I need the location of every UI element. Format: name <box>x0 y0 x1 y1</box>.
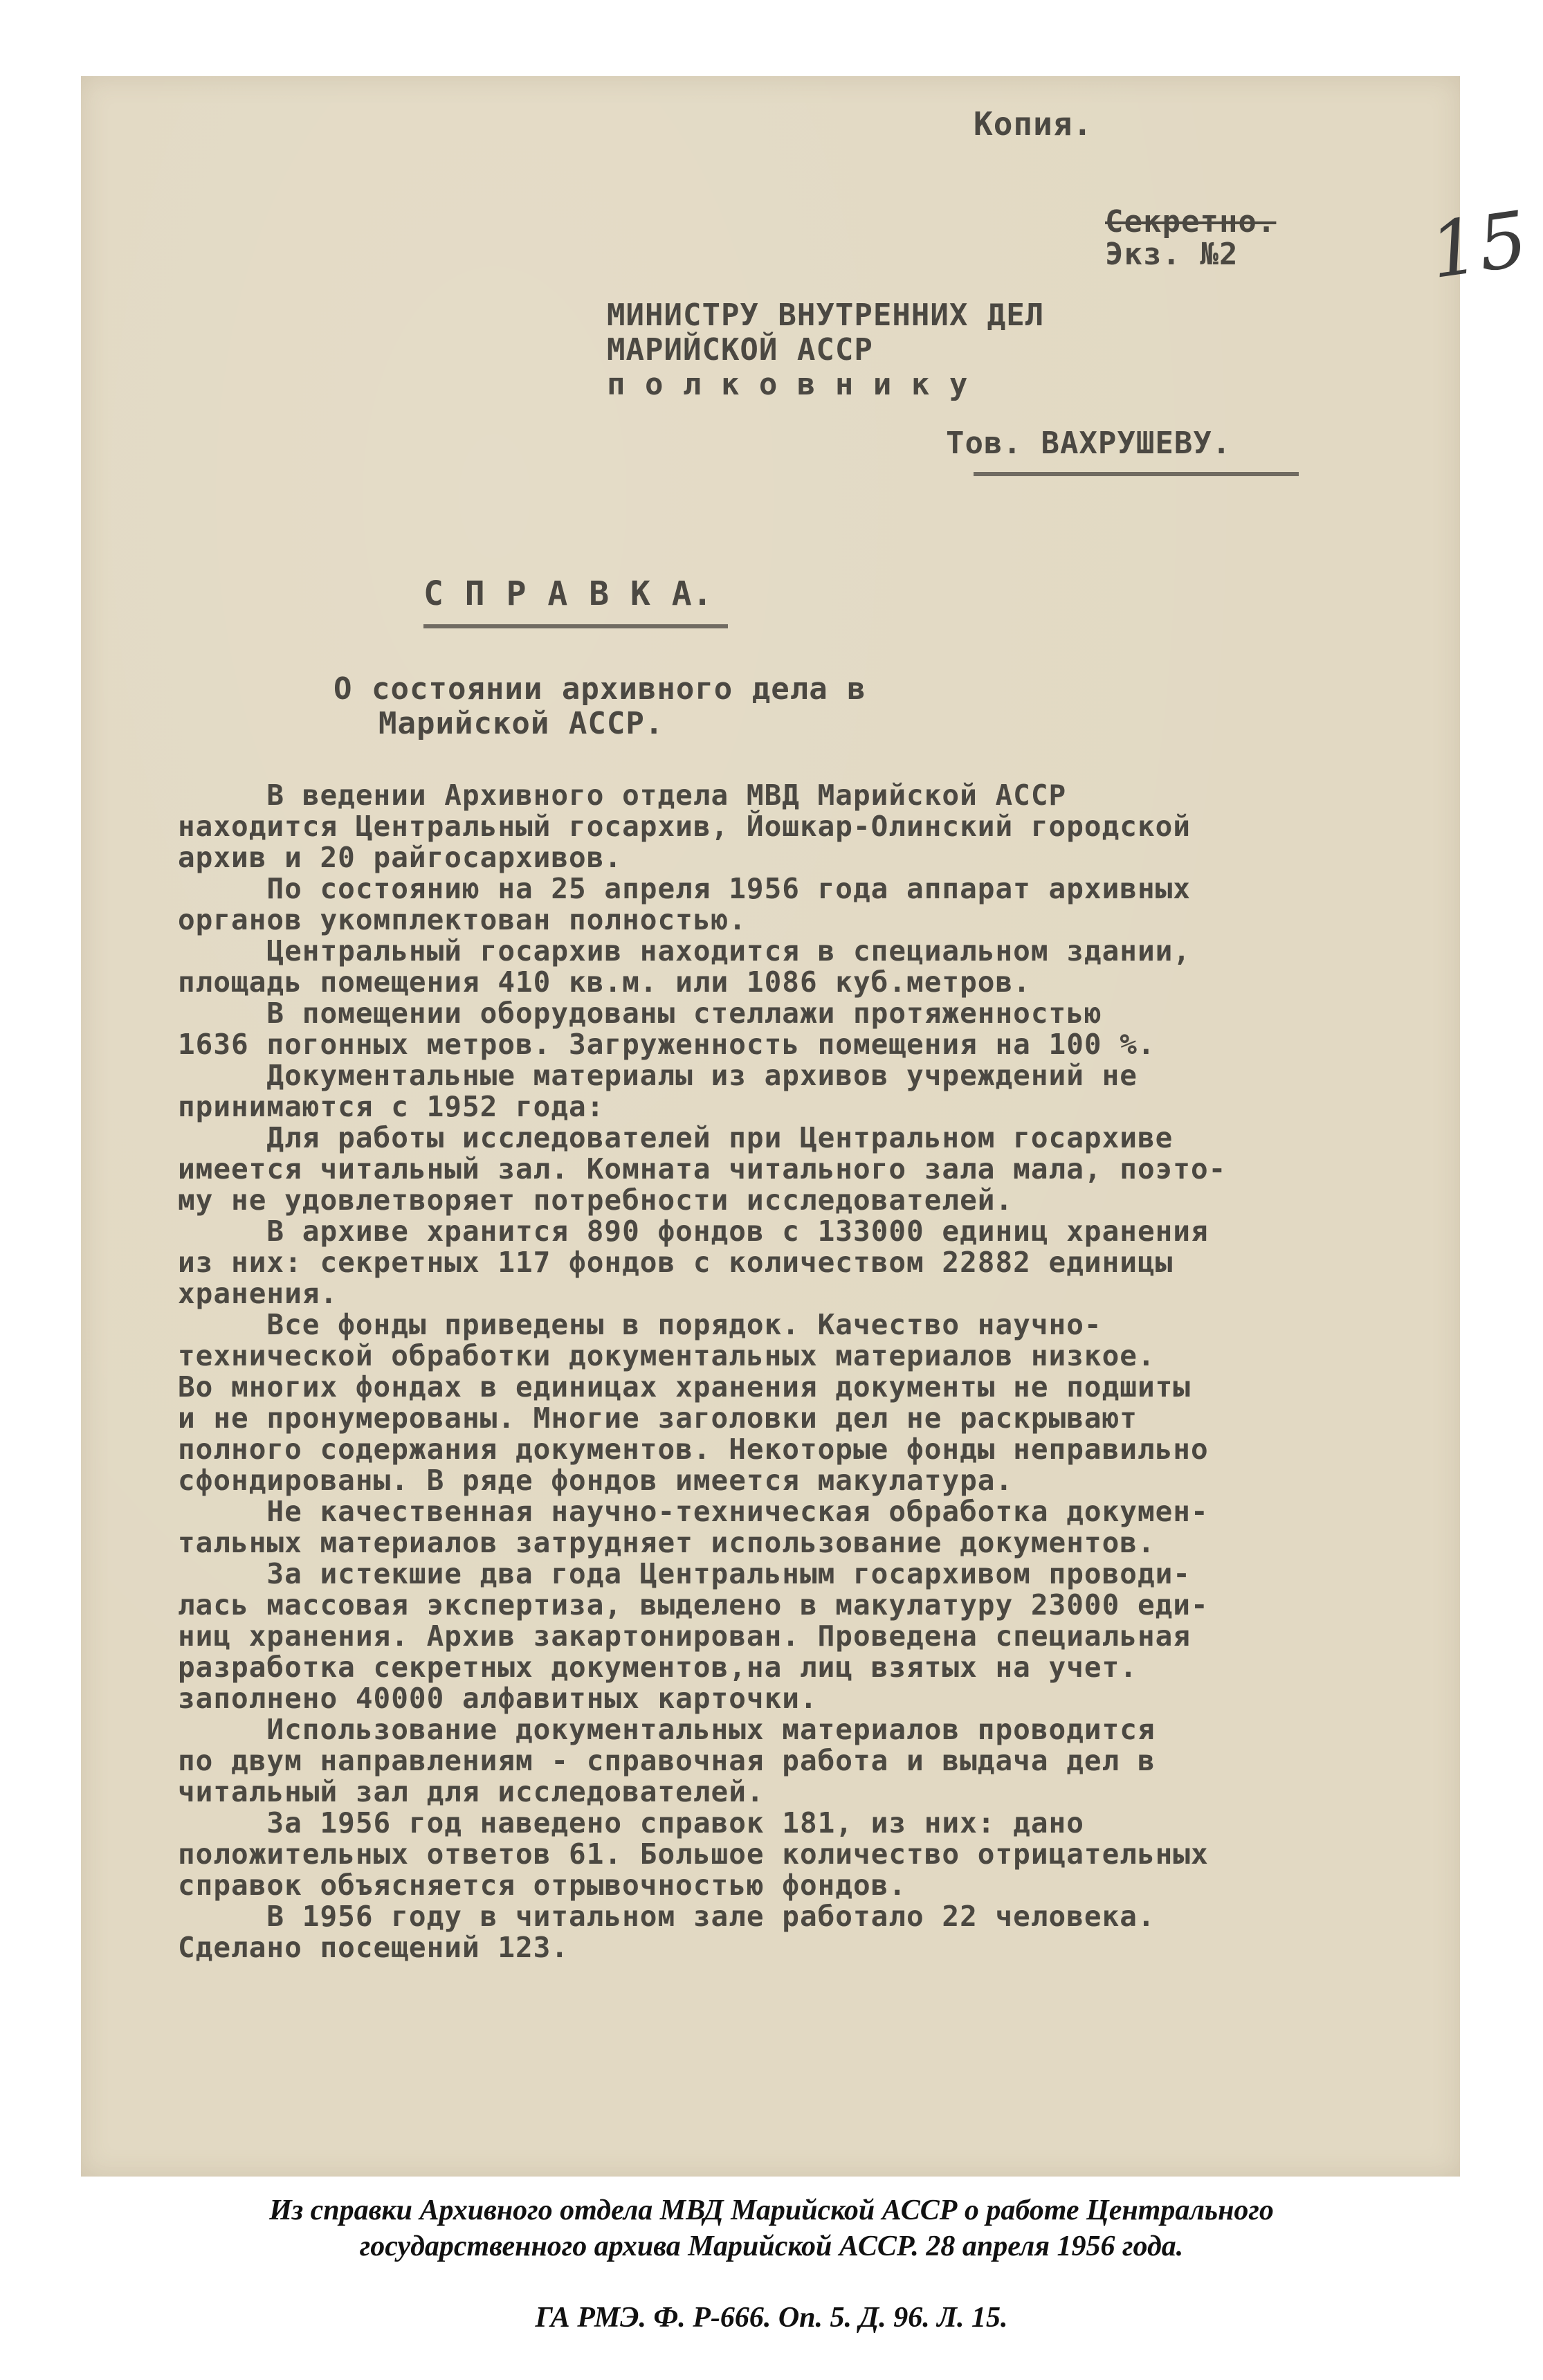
subtitle-line-2: Марийской АССР. <box>378 706 664 741</box>
body-line: органов укомплектован полностью. <box>178 903 747 936</box>
body-line: В помещении оборудованы стеллажи протяженностью <box>178 997 1102 1030</box>
body-line: Во многих фондах в единицах хранения документы не подшиты <box>178 1370 1191 1404</box>
body-line: В 1956 году в читальном зале работало 22 человека. <box>178 1900 1156 1933</box>
body-line: технической обработки документальных материалов низкое. <box>178 1339 1156 1372</box>
body-line: положительных ответов 61. Большое количество отрицательных <box>178 1837 1209 1871</box>
copy-number: Экз. №2 <box>1105 237 1239 272</box>
body-line: Документальные материалы из архивов учреждений не <box>178 1059 1138 1092</box>
body-line: архив и 20 райгосархивов. <box>178 841 623 874</box>
title-underline <box>423 624 728 628</box>
body-line: тальных материалов затрудняет использование документов. <box>178 1526 1156 1559</box>
body-line: читальный зал для исследователей. <box>178 1775 765 1808</box>
body-line: лась массовая экспертиза, выделено в макулатуру 23000 еди- <box>178 1588 1209 1622</box>
body-line: За истекшие два года Центральным госархивом проводи- <box>178 1557 1191 1590</box>
addressee-line-4: Тов. ВАХРУШЕВУ. <box>946 426 1232 461</box>
body-line: справок объясняется отрывочностью фондов. <box>178 1869 907 1902</box>
body-line: Все фонды приведены в порядок. Качество научно- <box>178 1308 1102 1341</box>
addressee-line-1: МИНИСТРУ ВНУТРЕННИХ ДЕЛ <box>607 298 1045 333</box>
page-number-handwritten: 15 <box>1424 194 1533 296</box>
addressee-underline <box>974 472 1299 476</box>
body-line: по двум направлениям - справочная работа и выдача дел в <box>178 1744 1156 1777</box>
body-line: полного содержания документов. Некоторые фонды неправильно <box>178 1433 1209 1466</box>
body-line: В архиве хранится 890 фондов с 133000 единиц хранения <box>178 1215 1209 1248</box>
caption-line-1: Из справки Архивного отдела МВД Марийской АССР о работе Центрального <box>269 2195 1274 2226</box>
caption-line-2: государственного архива Марийской АССР. 28 апреля 1956 года. <box>359 2231 1184 2262</box>
body-line: Не качественная научно-техническая обработка докумен- <box>178 1495 1209 1528</box>
addressee-line-2: МАРИЙСКОЙ АССР <box>607 332 873 367</box>
body-line: находится Центральный госархив, Йошкар-Олинский городской <box>178 810 1191 843</box>
body-line: хранения. <box>178 1277 338 1310</box>
body-line: имеется читальный зал. Комната читального зала мала, поэто- <box>178 1152 1227 1186</box>
body-line: площадь помещения 410 кв.м. или 1086 куб.метров. <box>178 965 1031 999</box>
subtitle-line-1: О состоянии архивного дела в <box>334 671 866 707</box>
body-line: сфондированы. В ряде фондов имеется макулатура. <box>178 1464 1014 1497</box>
body-line: В ведении Архивного отдела МВД Марийской АССР <box>178 779 1067 812</box>
body-line: Для работы исследователей при Центральном госархиве <box>178 1121 1174 1154</box>
document-sheet <box>81 76 1533 2177</box>
body-line: разработка секретных документов,на лиц взятых на учет. <box>178 1651 1138 1684</box>
addressee-line-3: п о л к о в н и к у <box>607 367 969 402</box>
body-line: из них: секретных 117 фондов с количеством 22882 единицы <box>178 1246 1174 1279</box>
body-line: Центральный госархив находится в специальном здании, <box>178 934 1191 968</box>
body-line: му не удовлетворяет потребности исследователей. <box>178 1183 1014 1217</box>
body-line: ниц хранения. Архив закартонирован. Проведена специальная <box>178 1619 1191 1653</box>
body-line: По состоянию на 25 апреля 1956 года аппарат архивных <box>178 872 1191 905</box>
body-line: принимаются с 1952 года: <box>178 1090 605 1123</box>
body-line: 1636 погонных метров. Загруженность помещения на 100 %. <box>178 1028 1156 1061</box>
document-title: С П Р А В К А. <box>423 574 713 613</box>
body-line: За 1956 год наведено справок 181, из них: дано <box>178 1806 1084 1839</box>
body-line: и не пронумерованы. Многие заголовки дел не раскрывают <box>178 1401 1138 1435</box>
secret-mark: Секретно. <box>1105 204 1277 239</box>
copy-mark: Копия. <box>974 105 1093 143</box>
body-line: Использование документальных материалов проводится <box>178 1713 1156 1746</box>
body-line: заполнено 40000 алфавитных карточки. <box>178 1682 818 1715</box>
body-line: Сделано посещений 123. <box>178 1931 569 1964</box>
archive-reference: ГА РМЭ. Ф. Р-666. Оп. 5. Д. 96. Л. 15. <box>535 2302 1008 2334</box>
